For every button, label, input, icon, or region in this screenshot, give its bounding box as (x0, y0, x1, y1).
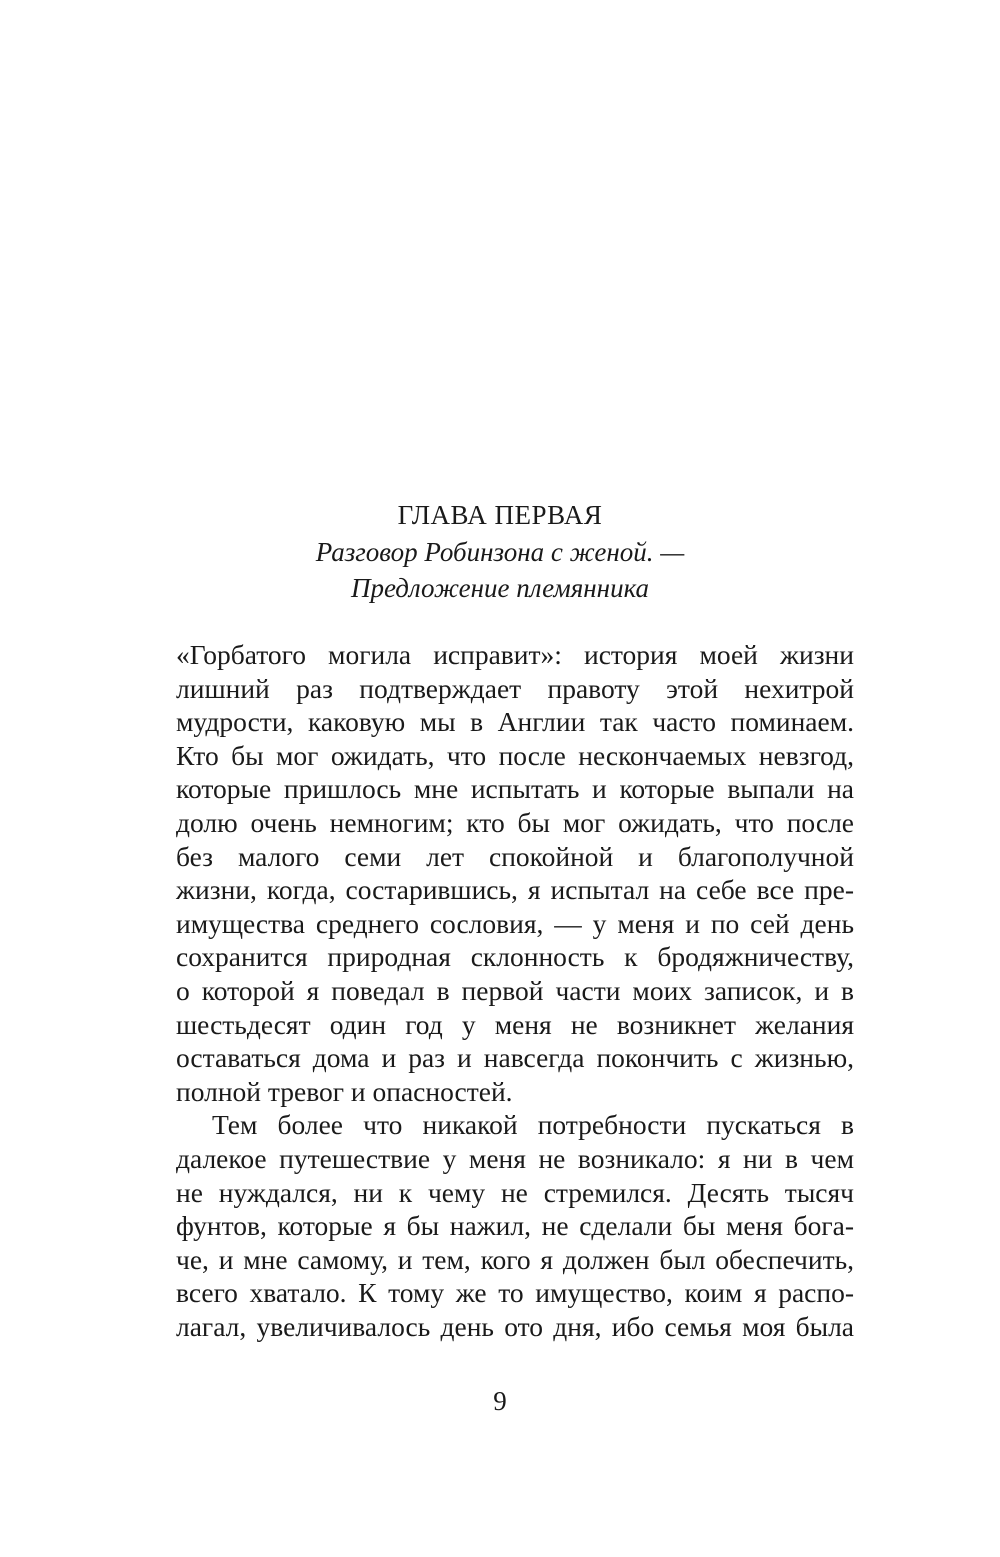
page-number: 9 (493, 1386, 507, 1416)
body-text (176, 638, 854, 1343)
text-line: жизни, когда, состарившись, я испытал на себе все пре- (176, 874, 854, 906)
text-line: имущества среднего сословия, — у меня и по сей день (176, 907, 854, 939)
paragraph (176, 1108, 854, 1343)
text-line: далекое путешествие у меня не возникало: я ни в чем (176, 1142, 854, 1174)
text-line: сохранится природная склонность к бродяжничеству, (176, 941, 854, 973)
text-line: «Горбатого могила исправит»: история моей жизни (176, 639, 854, 670)
text-line: не нуждался, ни к чему не стремился. Десять тысяч (176, 1176, 854, 1208)
text-line: Кто бы мог ожидать, что после нескончаемых невзгод, (176, 739, 854, 771)
text-line: которые пришлось мне испытать и которые выпали на (176, 773, 854, 805)
chapter-title: ГЛАВА ПЕРВАЯ (397, 500, 603, 530)
text-line: без малого семи лет спокойной и благополучной (176, 840, 854, 872)
text-line: лишний раз подтверждает правоту этой нехитрой (176, 672, 854, 704)
chapter-subtitle-line: Предложение племянника (350, 573, 650, 603)
text-line: полной тревог и опасностей. (176, 1075, 513, 1107)
chapter-subtitle-line: Разговор Робинзона с женой. — (315, 537, 685, 567)
text-line: всего хватало. К тому же то имущество, коим я распо- (176, 1277, 854, 1309)
text-line: лагал, увеличивалось день ото дня, ибо семья моя была (176, 1310, 854, 1342)
text-line: фунтов, которые я бы нажил, не сделали бы меня бога- (176, 1210, 854, 1242)
text-line: оставаться дома и раз и навсегда покончить с жизнью, (176, 1042, 854, 1074)
text-line: о которой я поведал в первой части моих записок, и в (176, 974, 854, 1006)
text-line: че, и мне самому, и тем, кого я должен был обеспечить, (176, 1243, 854, 1275)
text-line: мудрости, каковую мы в Англии так часто поминаем. (176, 706, 854, 738)
text-line: шестьдесят один год у меня не возникнет желания (176, 1008, 854, 1040)
chapter-subtitle (0, 534, 1000, 606)
paragraph (176, 638, 854, 1108)
text-line: долю очень немногим; кто бы мог ожидать, что после (176, 806, 854, 838)
text-line: Тем более что никакой потребности пускаться в (212, 1109, 854, 1141)
